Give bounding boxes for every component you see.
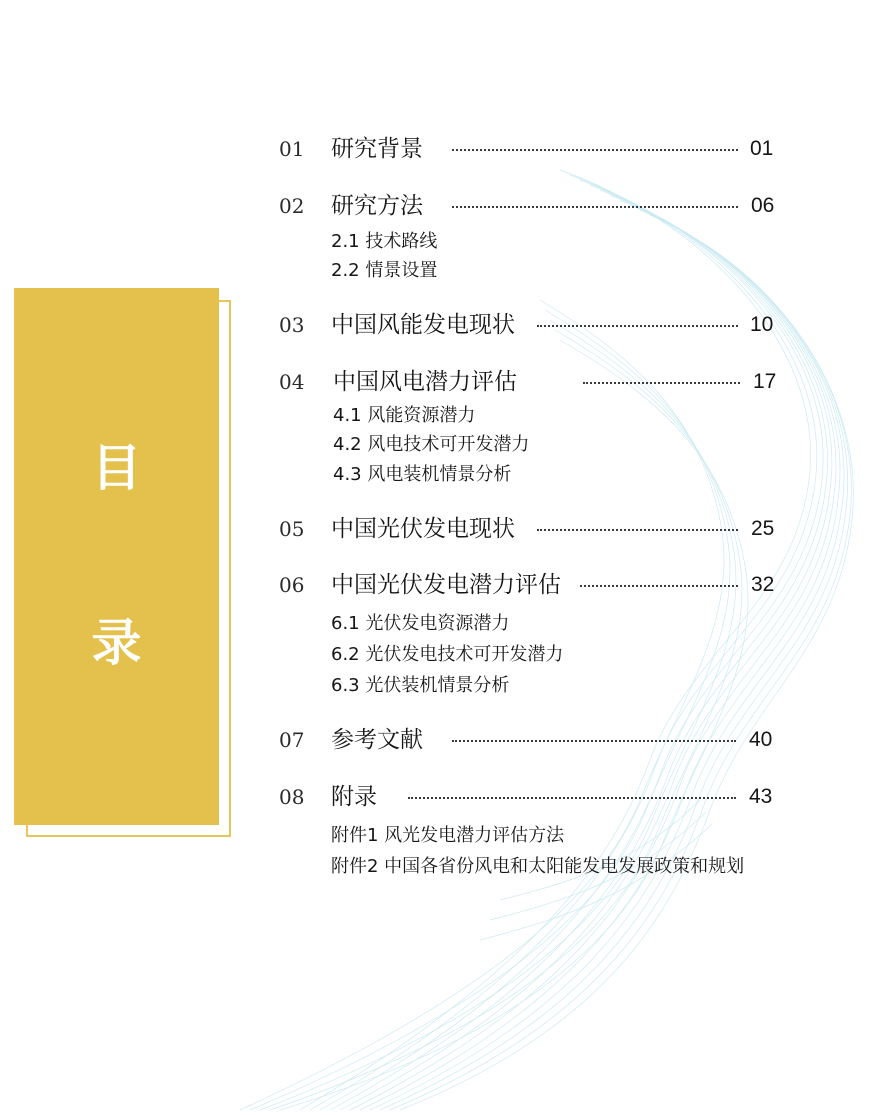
toc-number: 08	[279, 785, 305, 809]
toc-number: 03	[279, 313, 305, 337]
toc-entry-03[interactable]	[0, 311, 879, 345]
toc-subentry-6-3[interactable]: 6.3 光伏装机情景分析	[331, 675, 510, 696]
toc-title[interactable]: 中国风电潜力评估	[333, 369, 517, 395]
toc-subentry-appendix-2[interactable]: 附件2 中国各省份风电和太阳能发电发展政策和规划	[331, 856, 745, 877]
toc-page-number: 10	[750, 313, 774, 336]
toc-subentry-4-2[interactable]: 4.2 风电技术可开发潜力	[333, 434, 530, 455]
toc-subentry-6-2[interactable]: 6.2 光伏发电技术可开发潜力	[331, 644, 564, 665]
heading-char-mu: 目	[91, 439, 142, 497]
toc-title[interactable]: 中国风能发电现状	[331, 312, 515, 338]
toc-title[interactable]: 中国光伏发电潜力评估	[331, 572, 561, 598]
dotted-leader	[537, 529, 738, 531]
toc-subentry-2-2[interactable]: 2.2 情景设置	[331, 260, 438, 281]
toc-subentry-appendix-1[interactable]: 附件1 风光发电潜力评估方法	[331, 825, 565, 846]
toc-subentry-4-1[interactable]: 4.1 风能资源潜力	[333, 405, 476, 426]
toc-title[interactable]: 研究背景	[331, 136, 423, 162]
toc-page-number: 40	[749, 728, 773, 751]
dotted-leader	[537, 325, 738, 327]
heading-char-lu: 录	[91, 614, 142, 672]
dotted-leader	[452, 149, 738, 151]
toc-entry-02[interactable]	[0, 192, 879, 226]
toc-entry-01[interactable]	[0, 135, 879, 169]
dotted-leader	[583, 382, 740, 384]
toc-number: 05	[279, 517, 305, 541]
dotted-leader	[580, 585, 738, 587]
toc-entry-05[interactable]	[0, 515, 879, 549]
toc-number: 01	[279, 137, 305, 161]
toc-page-number: 17	[753, 370, 777, 393]
toc-subentry-6-1[interactable]: 6.1 光伏发电资源潜力	[331, 613, 510, 634]
toc-number: 07	[279, 728, 305, 752]
toc-title[interactable]: 中国光伏发电现状	[331, 516, 515, 542]
dotted-leader	[452, 740, 736, 742]
toc-entry-08[interactable]	[0, 783, 879, 817]
toc-title[interactable]: 附录	[331, 784, 377, 810]
toc-title[interactable]: 参考文献	[331, 727, 423, 753]
toc-entry-06[interactable]	[0, 571, 879, 605]
toc-number: 04	[279, 370, 305, 394]
toc-entry-04[interactable]	[0, 368, 879, 402]
toc-page-number: 32	[751, 573, 775, 596]
dotted-leader	[408, 797, 736, 799]
dotted-leader	[452, 206, 738, 208]
toc-page-number: 43	[749, 785, 773, 808]
toc-page-number: 01	[750, 137, 774, 160]
toc-number: 06	[279, 573, 305, 597]
toc-subentry-2-1[interactable]: 2.1 技术路线	[331, 231, 438, 252]
toc-subentry-4-3[interactable]: 4.3 风电装机情景分析	[333, 464, 512, 485]
toc-entry-07[interactable]	[0, 726, 879, 760]
toc-number: 02	[279, 194, 305, 218]
toc-page-number: 25	[751, 517, 775, 540]
toc-title[interactable]: 研究方法	[331, 193, 423, 219]
toc-page-number: 06	[751, 194, 775, 217]
